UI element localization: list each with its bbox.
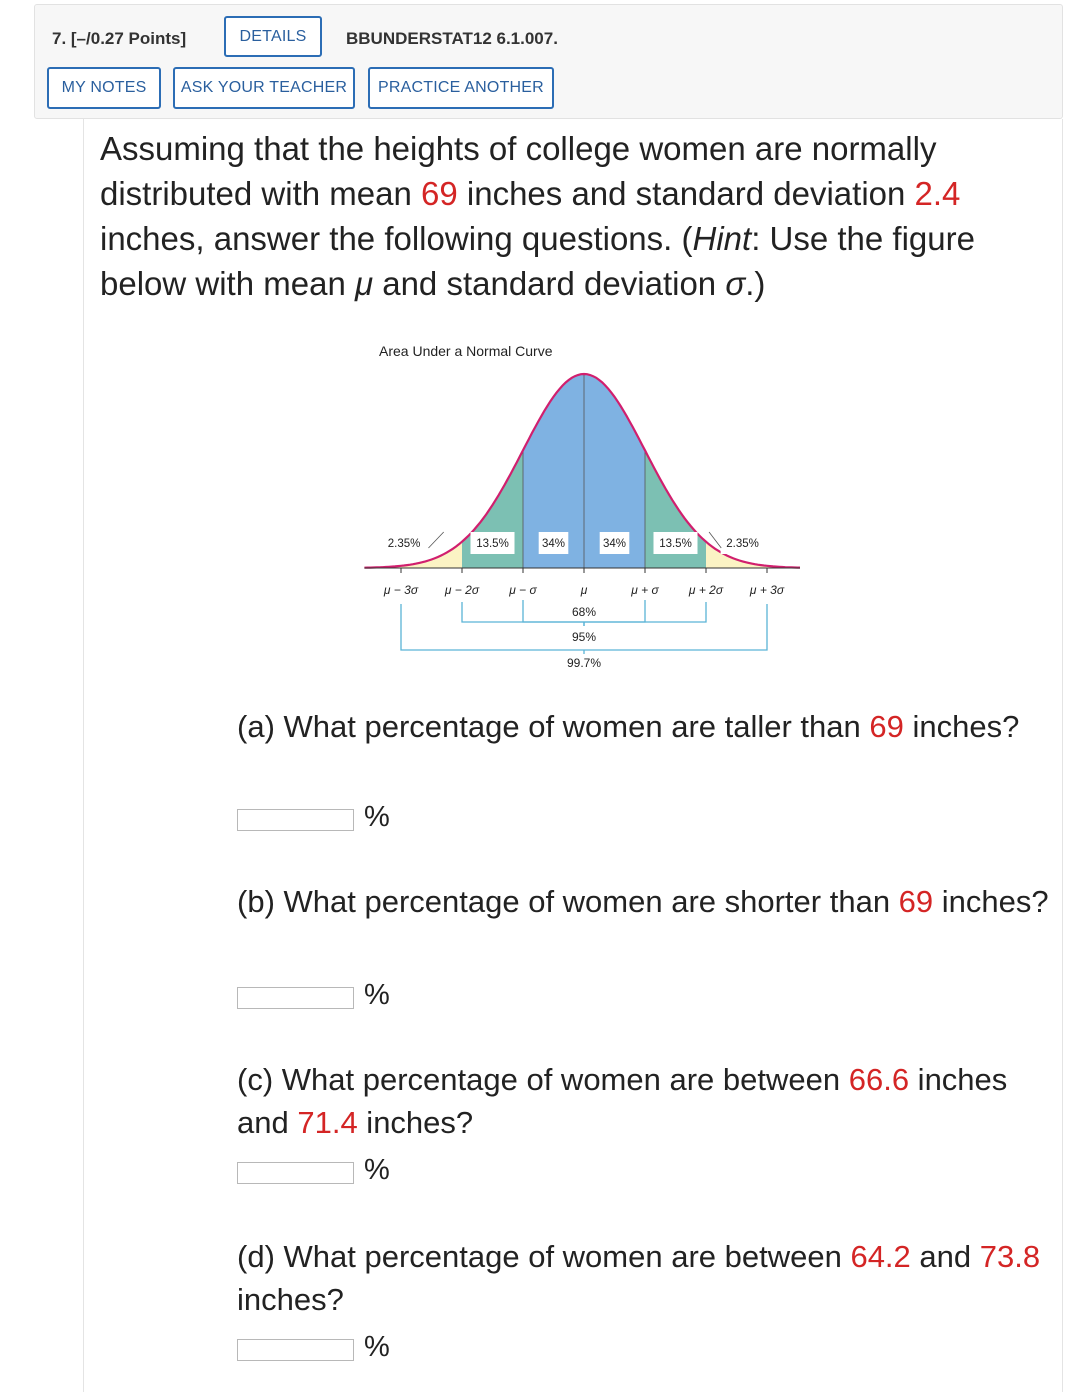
bracket-label: 99.7% xyxy=(566,656,602,670)
question-text: inches? xyxy=(933,884,1049,919)
practice-another-button[interactable]: PRACTICE ANOTHER xyxy=(368,67,554,109)
ask-teacher-button[interactable]: ASK YOUR TEACHER xyxy=(173,67,355,109)
answer-input-c[interactable] xyxy=(237,1162,354,1184)
question-text: inches? xyxy=(357,1105,474,1140)
question-b xyxy=(237,880,1057,923)
sd-value: 2.4 xyxy=(914,175,961,212)
bracket-label: 95% xyxy=(571,630,597,644)
question-value: 64.2 xyxy=(850,1239,911,1274)
tail-leader-left xyxy=(428,532,443,548)
bracket-label: 68% xyxy=(571,605,597,619)
hint-label: Hint xyxy=(692,220,752,257)
answer-input-b[interactable] xyxy=(237,987,354,1009)
question-value: 71.4 xyxy=(297,1105,358,1140)
answer-input-a[interactable] xyxy=(237,809,354,831)
percent-unit: % xyxy=(364,979,390,1011)
axis-tick-label: μ − σ xyxy=(509,583,537,597)
question-c xyxy=(237,1058,1057,1144)
axis-tick-label: μ + σ xyxy=(631,583,659,597)
question-value: 69 xyxy=(869,709,904,744)
question-text: (a) What percentage of women are taller than xyxy=(237,709,870,744)
region-label: 13.5% xyxy=(476,538,509,550)
mu-symbol: μ xyxy=(354,265,374,302)
percent-unit: % xyxy=(364,1331,390,1363)
intro-text: .) xyxy=(745,265,766,302)
intro-text: and standard deviation xyxy=(373,265,726,302)
details-button[interactable]: DETAILS xyxy=(224,16,322,57)
question-text: (b) What percentage of women are shorter than xyxy=(237,884,899,919)
figure-title: Area Under a Normal Curve xyxy=(379,343,553,359)
region-label: 13.5% xyxy=(659,538,692,550)
region-label: 34% xyxy=(541,538,566,550)
question-value: 66.6 xyxy=(848,1062,910,1097)
axis-tick-label: μ xyxy=(580,583,588,597)
question-number: 7. [–/0.27 Points] xyxy=(52,29,187,48)
mean-value: 69 xyxy=(421,175,458,212)
percent-unit: % xyxy=(364,1154,390,1186)
axis-tick-label: μ − 2σ xyxy=(444,583,480,597)
normal-curve-figure xyxy=(360,330,800,680)
question-a xyxy=(237,705,1057,748)
axis-tick-label: μ − 3σ xyxy=(383,583,419,597)
percent-unit: % xyxy=(364,801,390,833)
question-text: inches? xyxy=(237,1282,344,1317)
question-d xyxy=(237,1235,1057,1321)
source-code: BBUNDERSTAT12 6.1.007. xyxy=(346,29,558,48)
intro-text: : Use the figure below with mean xyxy=(100,220,975,302)
question-value: 69 xyxy=(898,884,934,919)
region-label: 2.35% xyxy=(726,538,759,550)
question-text: inches? xyxy=(903,709,1020,744)
answer-input-d[interactable] xyxy=(237,1339,354,1361)
question-text: and xyxy=(910,1239,980,1274)
intro-text: inches, answer the following questions. ( xyxy=(100,220,693,257)
axis-tick-label: μ + 3σ xyxy=(749,583,785,597)
question-header xyxy=(34,4,1063,119)
region-label: 34% xyxy=(602,538,627,550)
question-text: (d) What percentage of women are between xyxy=(237,1239,851,1274)
question-intro xyxy=(100,126,1020,306)
question-value: 73.8 xyxy=(979,1239,1041,1274)
axis-tick-label: μ + 2σ xyxy=(688,583,724,597)
region-label: 2.35% xyxy=(387,538,421,550)
content-border-left xyxy=(83,119,84,1392)
question-text: inches and xyxy=(237,1062,1008,1140)
question-text: (c) What percentage of women are between xyxy=(237,1062,849,1097)
my-notes-button[interactable]: MY NOTES xyxy=(47,67,161,109)
intro-text: inches and standard deviation xyxy=(457,175,915,212)
intro-text: Assuming that the heights of college women are normally distributed with mean xyxy=(100,130,937,212)
content-border-right xyxy=(1062,119,1063,1392)
sigma-symbol: σ xyxy=(725,265,746,302)
